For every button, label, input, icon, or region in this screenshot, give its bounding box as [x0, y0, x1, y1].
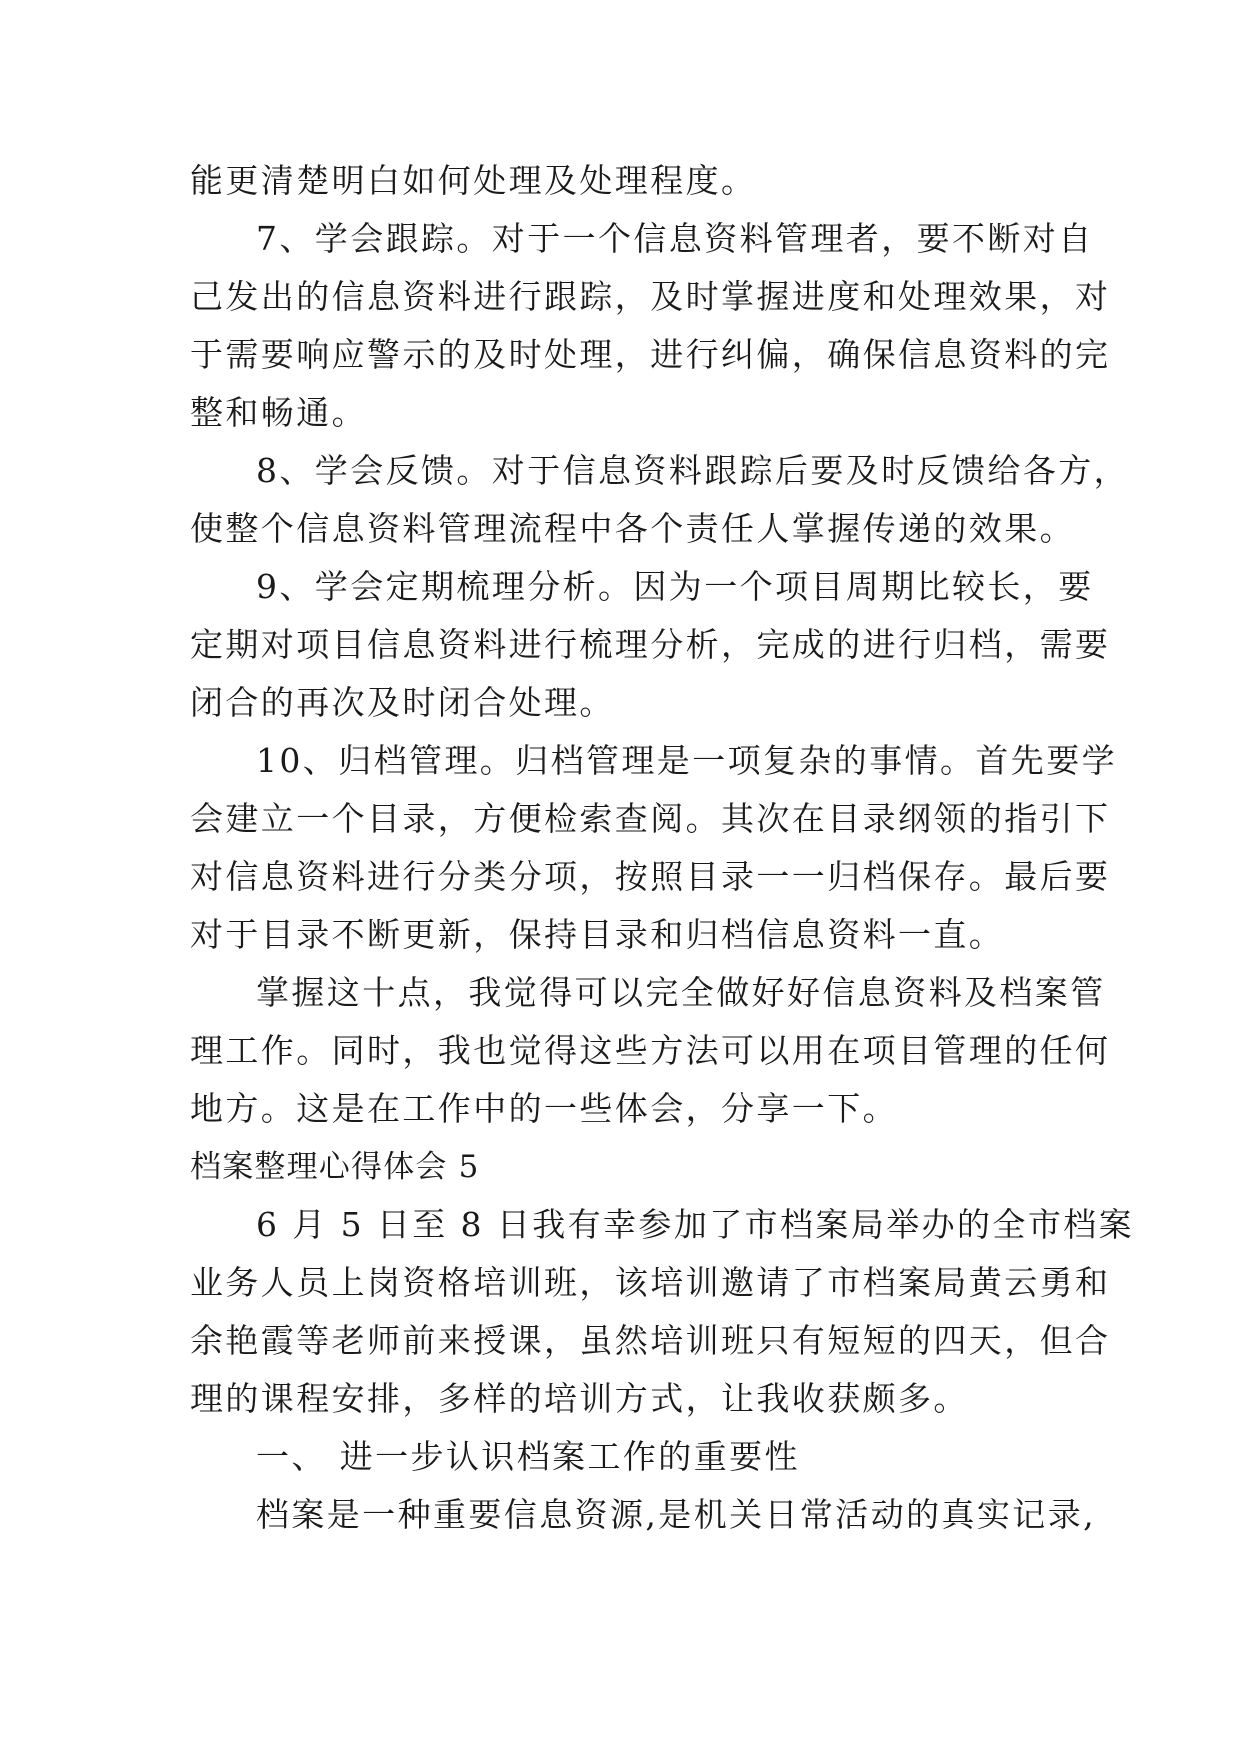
paragraph-line: 9、学会定期梳理分析。因为一个项目周期比较长，要	[256, 567, 1094, 606]
paragraph-line: 8、学会反馈。对于信息资料跟踪后要及时反馈给各方，	[256, 451, 1129, 490]
paragraph-line: 理的课程安排，多样的培训方式，让我收获颇多。	[190, 1379, 969, 1418]
subsection-heading: 一、 进一步认识档案工作的重要性	[256, 1437, 800, 1476]
paragraph-line: 整和畅通。	[190, 393, 367, 432]
paragraph-line: 10、归档管理。归档管理是一项复杂的事情。首先要学	[256, 741, 1117, 780]
paragraph-line: 7、学会跟踪。对于一个信息资料管理者，要不断对自	[256, 219, 1094, 258]
paragraph-line: 能更清楚明白如何处理及处理程度。	[190, 161, 757, 200]
paragraph-line: 己发出的信息资料进行跟踪，及时掌握进度和处理效果，对	[190, 277, 1111, 316]
paragraph-line: 闭合的再次及时闭合处理。	[190, 683, 615, 722]
paragraph-line: 理工作。同时，我也觉得这些方法可以用在项目管理的任何	[190, 1031, 1111, 1070]
paragraph-line: 余艳霞等老师前来授课，虽然培训班只有短短的四天，但合	[190, 1321, 1111, 1360]
paragraph-line: 业务人员上岗资格培训班，该培训邀请了市档案局黄云勇和	[190, 1263, 1111, 1302]
paragraph-line: 使整个信息资料管理流程中各个责任人掌握传递的效果。	[190, 509, 1075, 548]
paragraph-line: 定期对项目信息资料进行梳理分析，完成的进行归档，需要	[190, 625, 1111, 664]
paragraph-line: 对于目录不断更新，保持目录和归档信息资料一直。	[190, 915, 1005, 954]
paragraph-line: 于需要响应警示的及时处理，进行纠偏，确保信息资料的完	[190, 335, 1111, 374]
paragraph-line: 地方。这是在工作中的一些体会，分享一下。	[190, 1089, 898, 1128]
paragraph-line: 掌握这十点，我觉得可以完全做好好信息资料及档案管	[256, 973, 1106, 1012]
paragraph-line: 会建立一个目录，方便检索查阅。其次在目录纲领的指引下	[190, 799, 1111, 838]
document-body	[190, 152, 1135, 1544]
paragraph-line: 对信息资料进行分类分项，按照目录一一归档保存。最后要	[190, 857, 1111, 896]
section-heading: 档案整理心得体会 5	[190, 1149, 480, 1185]
paragraph-line: 档案是一种重要信息资源,是机关日常活动的真实记录,	[256, 1495, 1096, 1534]
paragraph-line: 6 月 5 日至 8 日我有幸参加了市档案局举办的全市档案	[256, 1205, 1135, 1244]
